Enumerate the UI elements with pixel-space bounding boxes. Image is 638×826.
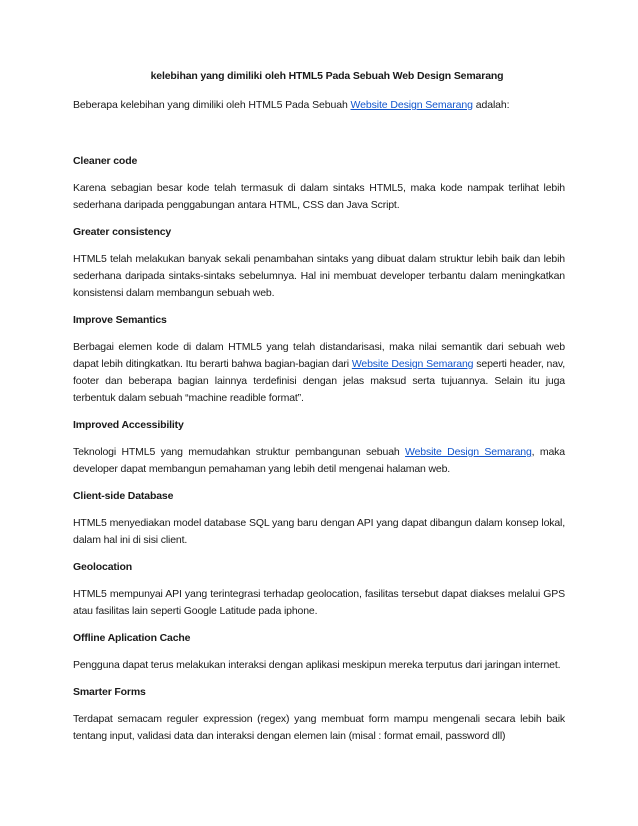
accessibility-text-after: , maka developer dapat membangun pemahaman yang lebih detil mengenai halaman web. [73,446,565,475]
section-body-geolocation: HTML5 mempunyai API yang terintegrasi terhadap geolocation, fasilitas tersebut dapat diakses melalui GPS atau fasilitas lain seperti Google Latitude pada iphone. [73,588,565,617]
section-heading-cleaner-code: Cleaner code [73,155,138,167]
accessibility-website-link[interactable]: Website Design Semarang [405,446,532,458]
intro-website-link[interactable]: Website Design Semarang [350,99,473,111]
section-heading-geolocation: Geolocation [73,561,133,573]
accessibility-text-before: Teknologi HTML5 yang memudahkan struktur pembangunan sebuah [73,446,406,458]
document-title: kelebihan yang dimiliki oleh HTML5 Pada Sebuah Web Design Semarang [150,70,504,82]
intro-paragraph [73,99,565,112]
document-page [73,70,565,757]
section-body-cleaner-code: Karena sebagian besar kode telah termasuk di dalam sintaks HTML5, maka kode nampak terlihat lebih sederhana daripada penggabungan antara HTML, CSS dan Java Script. [73,182,565,211]
section-body-improve-semantics [73,339,565,407]
section-body-improved-accessibility [73,444,565,478]
semantics-text-after: seperti header, nav, footer dan beberapa bagian lainnya terdefinisi dengan jelas maksud serta tujuannya. Selain itu juga terbentuk dalam sebuah “machine readible format”. [73,358,565,404]
section-heading-greater-consistency: Greater consistency [73,226,172,238]
section-heading-improve-semantics: Improve Semantics [73,314,167,326]
intro-text-before: Beberapa kelebihan yang dimiliki oleh HTML5 Pada Sebuah [73,99,351,111]
section-heading-offline-cache: Offline Aplication Cache [73,632,191,644]
semantics-website-link[interactable]: Website Design Semarang [351,358,474,370]
section-body-smarter-forms: Terdapat semacam reguler expression (regex) yang membuat form mampu mengenali secara lebih baik tentang input, validasi data dan interaksi dengan elemen lain (misal : format email, password dll) [73,713,565,742]
section-body-client-side-database: HTML5 menyediakan model database SQL yang baru dengan API yang dapat dibangun dalam konsep lokal, dalam hal ini di sisi client. [73,517,565,546]
section-heading-smarter-forms: Smarter Forms [73,686,146,698]
section-body-offline-cache: Pengguna dapat terus melakukan interaksi dengan aplikasi meskipun mereka terputus dari jaringan internet. [73,659,561,671]
section-body-greater-consistency: HTML5 telah melakukan banyak sekali penambahan sintaks yang dibuat dalam struktur lebih baik dan lebih sederhana daripada sintaks-sintaks sebelumnya. Hal ini membuat developer terbantu dalam meningkatkan konsistensi dalam membangun sebuah web. [73,253,565,299]
semantics-text-before: Berbagai elemen kode di dalam HTML5 yang telah distandarisasi, maka nilai semantik dari sebuah web dapat lebih ditingkatkan. Itu berarti bahwa bagian-bagian dari [73,341,565,370]
section-heading-improved-accessibility: Improved Accessibility [73,419,184,431]
section-heading-client-side-database: Client-side Database [73,490,174,502]
intro-text-after: adalah: [472,99,510,111]
